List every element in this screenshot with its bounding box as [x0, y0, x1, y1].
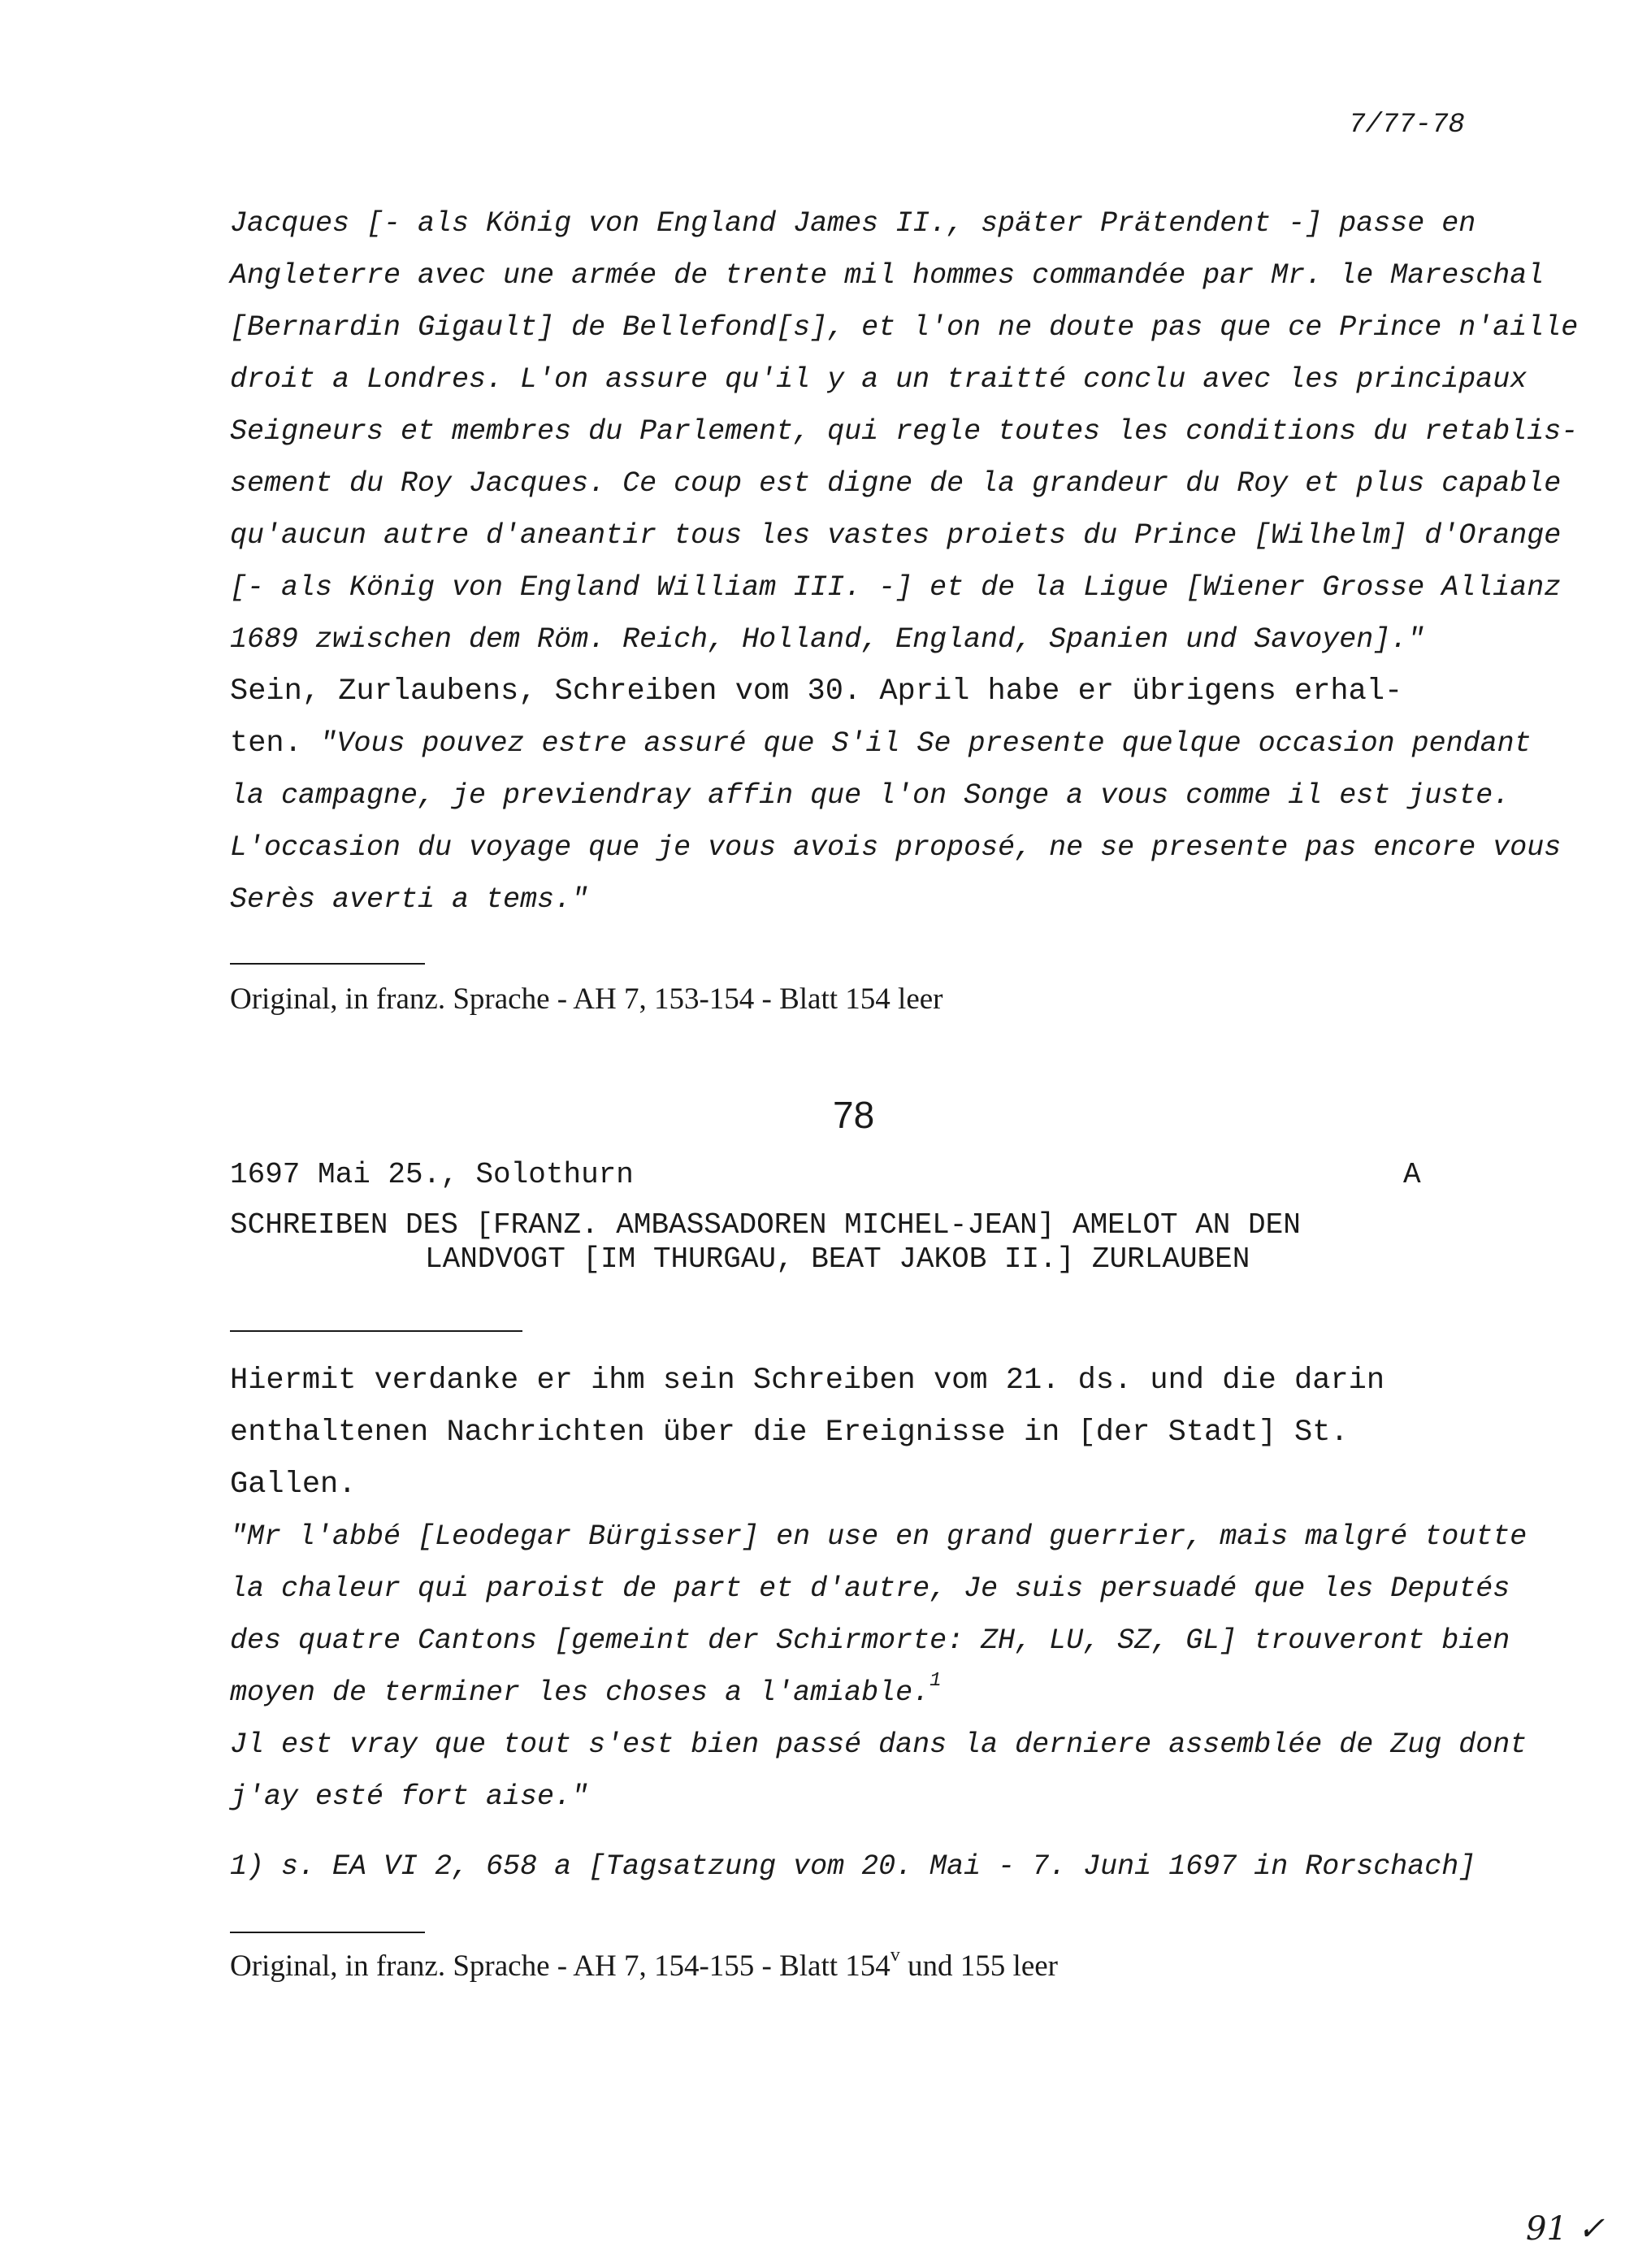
divider-rule [230, 1932, 425, 1933]
text-line: [Bernardin Gigault] de Bellefond[s], et l'on ne doute pas que ce Prince n'aille [230, 311, 1579, 344]
text-line: Seigneurs et membres du Parlement, qui regle toutes les conditions du retablis- [230, 415, 1579, 448]
footnote: 1) s. EA VI 2, 658 a [Tagsatzung vom 20. Mai - 7. Juni 1697 in Rorschach] [230, 1850, 1476, 1883]
text-line: qu'aucun autre d'aneantir tous les vastes proiets du Prince [Wilhelm] d'Orange [230, 519, 1562, 552]
handwritten-folio-mark: 91 ✓ [1526, 2210, 1606, 2248]
text-line: sement du Roy Jacques. Ce coup est digne de la grandeur du Roy et plus capable [230, 467, 1562, 500]
doc78-summary [230, 1355, 1530, 1511]
text-span: und 155 leer [899, 1949, 1058, 1983]
text-line: L'occasion du voyage que je vous avois proposé, ne se presente pas encore vous [230, 831, 1562, 864]
text-line: 1689 zwischen dem Röm. Reich, Holland, England, Spanien und Savoyen]." [230, 623, 1425, 656]
text-line: Serès averti a tems." [230, 883, 589, 916]
text-line: la chaleur qui paroist de part et d'autre, Je suis persuadé que les Deputés [230, 1572, 1510, 1605]
page-number: 7/77-78 [1349, 110, 1465, 141]
document-title-line: SCHREIBEN DES [FRANZ. AMBASSADOREN MICHEL-JEAN] AMELOT AN DEN [230, 1208, 1301, 1242]
doc78-quote [230, 1511, 1530, 1823]
text-span: Original, in franz. Sprache - AH 7, 154-155 - Blatt 154 [230, 1949, 890, 1983]
divider-rule [230, 1330, 522, 1332]
divider-rule [230, 963, 425, 965]
text-line: Gallen. [230, 1468, 357, 1502]
source-note: Original, in franz. Sprache - AH 7, 153-154 - Blatt 154 leer [230, 982, 943, 1016]
text-line: des quatre Cantons [gemeint der Schirmorte: ZH, LU, SZ, GL] trouveront bien [230, 1624, 1510, 1657]
document-number: 78 [833, 1094, 875, 1136]
text-line: j'ay esté fort aise." [230, 1780, 589, 1813]
text-line: enthaltenen Nachrichten über die Ereignisse in [der Stadt] St. [230, 1416, 1349, 1450]
text-line: la campagne, je previendray affin que l'on Songe a vous comme il est juste. [230, 779, 1510, 812]
text-span: "Vous pouvez estre assuré que S'il Se presente quelque occasion pendant [319, 727, 1532, 760]
document-title-line: LANDVOGT [IM THURGAU, BEAT JAKOB II.] ZURLAUBEN [425, 1242, 1250, 1276]
text-line: [- als König von England William III. -] et de la Ligue [Wiener Grosse Allianz [230, 571, 1562, 604]
text-span: moyen de terminer les choses a l'amiable. [230, 1676, 930, 1709]
date-place: 1697 Mai 25., Solothurn [230, 1158, 634, 1191]
text-line: Jl est vray que tout s'est bien passé dans la derniere assemblée de Zug dont [230, 1728, 1528, 1761]
text-line: "Mr l'abbé [Leodegar Bürgisser] en use en grand guerrier, mais malgré toutte [230, 1520, 1528, 1553]
document-marker: A [1403, 1158, 1421, 1191]
mixed-line [230, 718, 1530, 770]
text-line: droit a Londres. L'on assure qu'il y a un traitté conclu avec les principaux [230, 363, 1528, 396]
text-line [230, 1667, 1530, 1719]
text-line: Jacques [- als König von England James II., später Prätendent -] passe en [230, 207, 1476, 240]
source-note [230, 1945, 1058, 1984]
text-line: Angleterre avec une armée de trente mil hommes commandée par Mr. le Mareschal [230, 259, 1545, 292]
footnote-marker: 1 [930, 1670, 942, 1692]
text-line: Sein, Zurlaubens, Schreiben vom 30. April habe er übrigens erhal- [230, 674, 1403, 709]
verso-marker: v [890, 1945, 900, 1966]
text-line: Hiermit verdanke er ihm sein Schreiben vom 21. ds. und die darin [230, 1364, 1385, 1398]
doc77-letter [230, 197, 1579, 926]
text-span: ten. [230, 726, 302, 761]
